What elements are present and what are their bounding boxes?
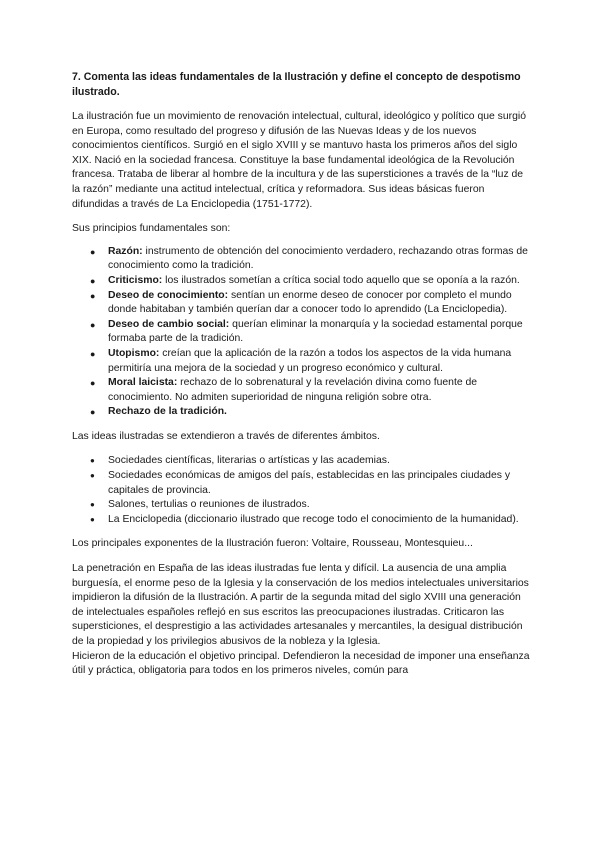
list-item [90,405,532,420]
principle-text: instrumento de obtención del conocimiento verdadero, rechazando otras formas de conocimiento como la tradición. [108,245,528,272]
areas-intro: Las ideas ilustradas se extendieron a través de diferentes ámbitos. [72,430,380,442]
bullet-icon: ● [90,348,96,359]
principle-term: Moral laicista: [108,377,178,389]
list-item [90,318,532,347]
principles-list [72,245,532,420]
document-page [72,70,532,679]
principles-intro: Sus principios fundamentales son: [72,223,231,235]
list-item [90,513,532,528]
bullet-icon: ● [90,290,96,301]
intro-paragraph: La ilustración fue un movimiento de renovación intelectual, cultural, ideológico y político que surgió en Europa, como resultado del progreso y difusión de las Nuevas Ideas y de los nuevos conocimientos científicos. Surgió en el siglo XVIII y se mantuvo hasta los primeros años del siglo XIX. Nació en la sociedad francesa. Constituye la base fundamental ideológica de la Revolución francesa. Trataba de liberar al hombre de la incultura y de las supersticiones a través de la “luz de la razón” mediante una actitud intelectual, crítica y reformadora. Sus ideas básicas fueron difundidas a través de La Enciclopedia (1751-1772). [72,111,526,210]
exponents-paragraph: Los principales exponentes de la Ilustración fueron: Voltaire, Rousseau, Montesquieu... [72,538,473,550]
principle-term: Utopismo: [108,347,160,359]
principle-term: Razón: [108,245,143,257]
bullet-icon: ● [90,407,96,418]
principle-term: Criticismo: [108,274,163,286]
area-text: La Enciclopedia (diccionario ilustrado que recoge todo el conocimiento de la humanidad). [108,513,519,525]
principle-text: querían eliminar la monarquía y la sociedad estamental porque formaba parte de la tradición. [108,318,523,345]
principle-term: Deseo de cambio social: [108,318,230,330]
principle-term: Rechazo de la tradición. [108,406,227,418]
list-item [90,376,532,405]
principle-text: los ilustrados sometían a crítica social todo aquello que se oponía a la razón. [162,274,520,286]
areas-list [72,454,532,527]
bullet-icon: ● [90,456,95,466]
list-item [90,347,532,376]
area-text: Sociedades científicas, literarias o artísticas y las academias. [108,455,390,467]
list-item [90,245,532,274]
question-heading: 7. Comenta las ideas fundamentales de la Ilustración y define el concepto de despotismo ilustrado. [72,71,521,98]
bullet-icon: ● [90,514,95,524]
area-text: Salones, tertulias o reuniones de ilustrados. [108,499,310,511]
bullet-icon: ● [90,246,96,257]
list-item [90,289,532,318]
spain-paragraph: La penetración en España de las ideas ilustradas fue lenta y difícil. La ausencia de una amplia burguesía, el enorme peso de la Iglesia y la conservación de los medios intelectuales universitarios impidieron la difusión de la Ilustración. A partir de la segunda mitad del siglo XVIII una generación de intelectuales españoles reflejó en sus escritos las preocupaciones ilustradas. Criticaron las supersticiones, el desprestigio a las actividades artesanales y mercantiles, la desigual distribución de la propiedad y los privilegios abusivos de la nobleza y la Iglesia. [72,563,529,647]
principle-term: Deseo de conocimiento: [108,289,229,301]
list-item [90,498,532,513]
bullet-icon: ● [90,319,96,330]
bullet-icon: ● [90,378,96,389]
bullet-icon: ● [90,275,96,286]
principle-text: rechazo de lo sobrenatural y la revelación divina como fuente de conocimiento. No admiten superioridad de ninguna religión sobre otra. [108,377,478,403]
education-paragraph: Hicieron de la educación el objetivo principal. Defendieron la necesidad de imponer una enseñanza útil y práctica, obligatoria para todos en los primeros niveles, común para [72,650,530,677]
bullet-icon: ● [90,500,95,510]
list-item [90,454,532,469]
principle-text: sentían un enorme deseo de conocer por completo el mundo donde habitaban y también querían dar a conocer todo lo aprendido (La Enciclopedia). [108,289,512,316]
bullet-icon: ● [90,471,95,481]
list-item [90,274,532,289]
area-text: Sociedades económicas de amigos del país, establecidas en las principales ciudades y capitales de provincia. [108,470,511,496]
list-item [90,469,532,498]
principle-text: creían que la aplicación de la razón a todos los aspectos de la vida humana permitiría una mejora de la sociedad y un progreso económico y cultural. [108,347,512,374]
